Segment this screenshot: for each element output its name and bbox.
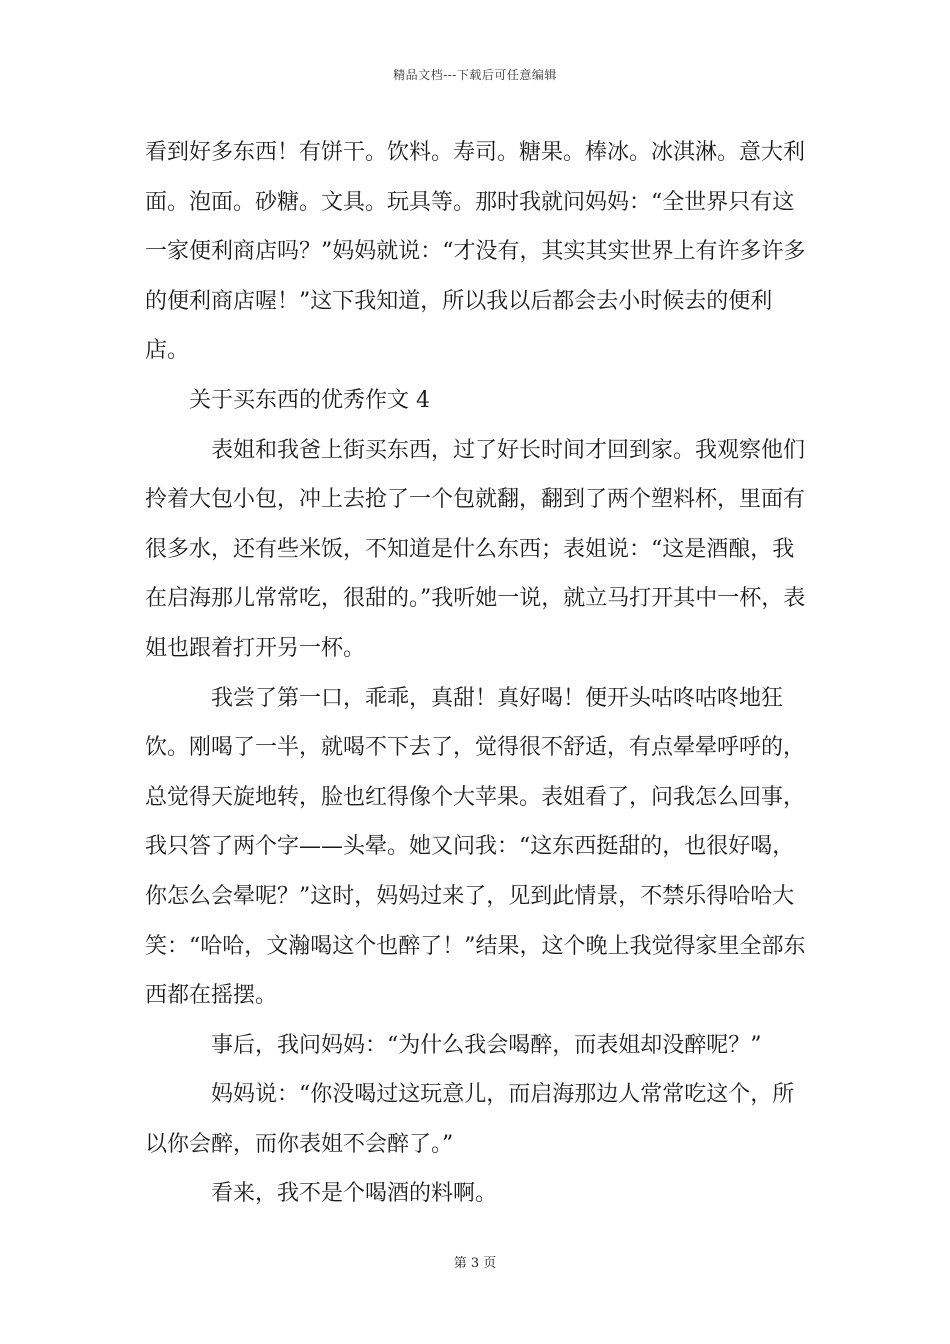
page-header: 精品文档---下载后可任意编辑 (393, 68, 557, 82)
paragraph-2: 表姐和我爸上街买东西，过了好长时间才回到家。我观察他们拎着大包小包，冲上去抢了一个包就翻，翻到了两个塑料杯，里面有很多水，还有些米饭，不知道是什么东西；表姐说：“这是酒酿，我在启海那儿常常吃，很甜的。”我听她一说，就立马打开其中一杯，表姐也跟着打开另一杯。 (145, 437, 806, 661)
paragraph-3: 我尝了第一口，乖乖，真甜！真好喝！便开头咕咚咕咚地狂饮。刚喝了一半，就喝不下去了，觉得很不舒适，有点晕晕呼呼的，总觉得天旋地转，脸也红得像个大苹果。表姐看了，问我怎么回事，我只答了两个字——头晕。她又问我：“这东西挺甜的，也很好喝，你怎么会晕呢？”这时，妈妈过来了，见到此情景，不禁乐得哈哈大笑：“哈哈，文瀚喝这个也醉了！”结果，这个晚上我觉得家里全部东西都在摇摆。 (145, 685, 806, 1009)
paragraph-1: 看到好多东西！有饼干。饮料。寿司。糖果。棒冰。冰淇淋。意大利面。泡面。砂糖。文具。玩具等。那时我就问妈妈：“全世界只有这一家便利商店吗？”妈妈就说：“才没有，其实其实世界上有许多许多的便利商店喔！”这下我知道，所以我以后都会去小时候去的便利店。 (145, 140, 806, 364)
paragraph-4: 事后，我问妈妈：“为什么我会喝醉，而表姐却没醉呢？” (211, 1032, 762, 1058)
essay-title: 关于买东西的优秀作文 4 (189, 387, 430, 413)
document-body (145, 128, 815, 1219)
paragraph-6: 看来，我不是个喝酒的料啊。 (211, 1181, 498, 1207)
paragraph-5: 妈妈说：“你没喝过这玩意儿，而启海那边人常常吃这个，所以你会醉，而你表姐不会醉了。” (145, 1082, 795, 1157)
page-number: 第 3 页 (453, 1256, 497, 1271)
